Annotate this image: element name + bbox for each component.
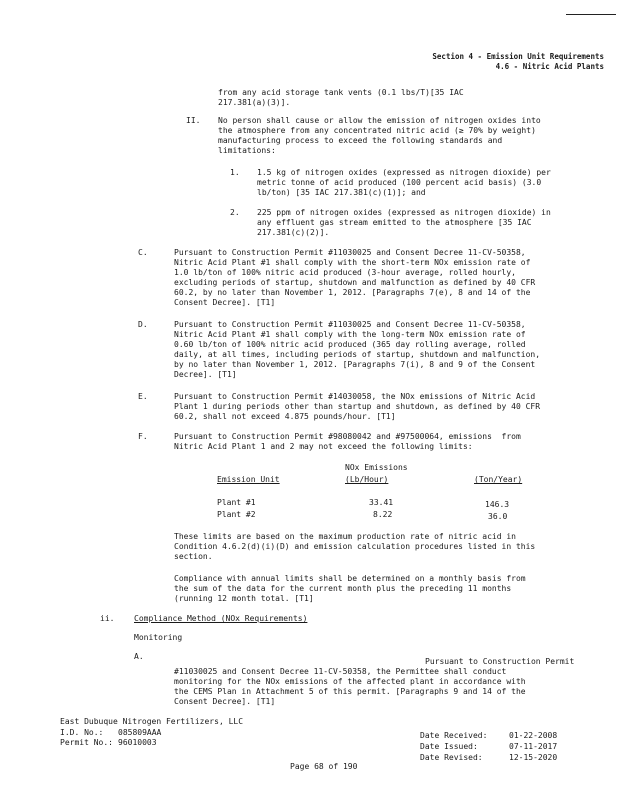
item-e-text: Pursuant to Construction Permit #14030058, the NOx emissions of Nitric Acid Plant 1 during periods other than startup and shutdown, as defined by 40 CFR 60.2, shall not exceed 4.875 pounds/hour. [T1] <box>174 392 541 421</box>
col-header-lb-hour: (Lb/Hour) <box>345 475 389 484</box>
header-rule <box>566 14 616 15</box>
monitoring-title: Monitoring <box>134 633 183 642</box>
item-e-label: E. <box>138 392 148 401</box>
footer-issued-label: Date Issued: <box>420 742 478 751</box>
monitoring-a-lead: Pursuant to Construction Permit <box>425 657 575 666</box>
intro-continuation: from any acid storage tank vents (0.1 lbs/T)[35 IAC 217.381(a)(3)]. <box>218 88 464 107</box>
item-ii-1-label: 1. <box>230 168 240 177</box>
item-ii-text: No person shall cause or allow the emission of nitrogen oxides into the atmosphere from any concentrated nitric acid (≥ 70% by weight) manufacturing process to exceed the following standards and limitations: <box>218 116 541 155</box>
item-ii-1-text: 1.5 kg of nitrogen oxides (expressed as nitrogen dioxide) per metric tonne of acid produced (100 percent acid basis) (3.0 lb/ton) [35 IAC 217.381(c)(1)]; and <box>257 168 551 197</box>
footer-permit-label: Permit No.: <box>60 738 113 747</box>
table-row-unit: Plant #2 <box>217 510 256 519</box>
col-header-unit: Emission Unit <box>217 475 280 484</box>
subsection-header: 4.6 - Nitric Acid Plants <box>495 62 604 71</box>
footer-received-value: 01-22-2008 <box>509 731 558 740</box>
footer-issued-value: 07-11-2017 <box>509 742 558 751</box>
table-row-unit: Plant #1 <box>217 498 256 507</box>
monitoring-a-text: #11030025 and Consent Decree 11-CV-50358, the Permittee shall conduct monitoring for the NOx emissions of the affected plant in accordance with the CEMS Plan in Attachment 5 of this permit. [Paragraphs 9 and 14 of the Consent Decree]. [T1] <box>174 667 526 706</box>
section-header: Section 4 - Emission Unit Requirements <box>432 52 604 61</box>
item-ii-2-label: 2. <box>230 208 240 217</box>
footer-company: East Dubuque Nitrogen Fertilizers, LLC <box>60 717 244 726</box>
table-row-lb-hour: 8.22 <box>373 510 393 519</box>
monitoring-a-label: A. <box>134 652 144 661</box>
item-f-label: F. <box>138 432 148 441</box>
table-row-ton-year: 146.3 <box>485 500 510 509</box>
footer-received-label: Date Received: <box>420 731 488 740</box>
item-ii-label: II. <box>186 116 201 125</box>
item-d-text: Pursuant to Construction Permit #11030025 and Consent Decree 11-CV-50358, Nitric Acid Plant #1 shall comply with the long-term NOx emission rate of 0.60 lb/ton of 100% nitric acid produced (365 day rolling average, rolled daily, at all times, including periods of startup, shutdown and malfunction, by no later than November 1, 2012. [Paragraphs 7(i), 8 and 9 of the Consent Decree]. [T1] <box>174 320 541 379</box>
footer-revised-label: Date Revised: <box>420 753 483 762</box>
footer-revised-value: 12-15-2020 <box>509 753 558 762</box>
item-f-text: Pursuant to Construction Permit #98080042 and #97500064, emissions from Nitric Acid Plant 1 and 2 may not exceed the following limits: <box>174 432 521 451</box>
item-iii-label: ii. <box>100 614 115 623</box>
table-row-lb-hour: 33.41 <box>369 498 394 507</box>
table-row-ton-year: 36.0 <box>488 512 508 521</box>
item-ii-2-text: 225 ppm of nitrogen oxides (expressed as nitrogen dioxide) in any effluent gas stream emitted to the atmosphere [35 IAC 217.381(c)(2)]. <box>257 208 551 237</box>
compliance-method-title: Compliance Method (NOx Requirements) <box>134 614 308 623</box>
table-group-header: NOx Emissions <box>345 463 408 472</box>
page-number: Page 68 of 190 <box>290 762 358 771</box>
compliance-note: Compliance with annual limits shall be determined on a monthly basis from the sum of the data for the current month plus the preceding 11 months (running 12 month total. [T1] <box>174 574 526 603</box>
item-c-label: C. <box>138 248 148 257</box>
table-note: These limits are based on the maximum production rate of nitric acid in Condition 4.6.2(d)(i)(D) and emission calculation procedures listed in this section. <box>174 532 536 561</box>
col-header-ton-year: (Ton/Year) <box>474 475 523 484</box>
footer-permit-value: 96010003 <box>118 738 157 747</box>
footer-id-value: 085809AAA <box>118 728 162 737</box>
item-d-label: D. <box>138 320 148 329</box>
item-c-text: Pursuant to Construction Permit #11030025 and Consent Decree 11-CV-50358, Nitric Acid Plant #1 shall comply with the short-term NOx emission rate of 1.0 lb/ton of 100% nitric acid produced (3-hour average, rolled hourly, excluding periods of startup, shutdown and malfunction as defined by 40 CFR 60.2, by no later than November 1, 2012. [Paragraphs 7(e), 8 and 14 of the Consent Decree]. [T1] <box>174 248 536 307</box>
footer-id-label: I.D. No.: <box>60 728 104 737</box>
